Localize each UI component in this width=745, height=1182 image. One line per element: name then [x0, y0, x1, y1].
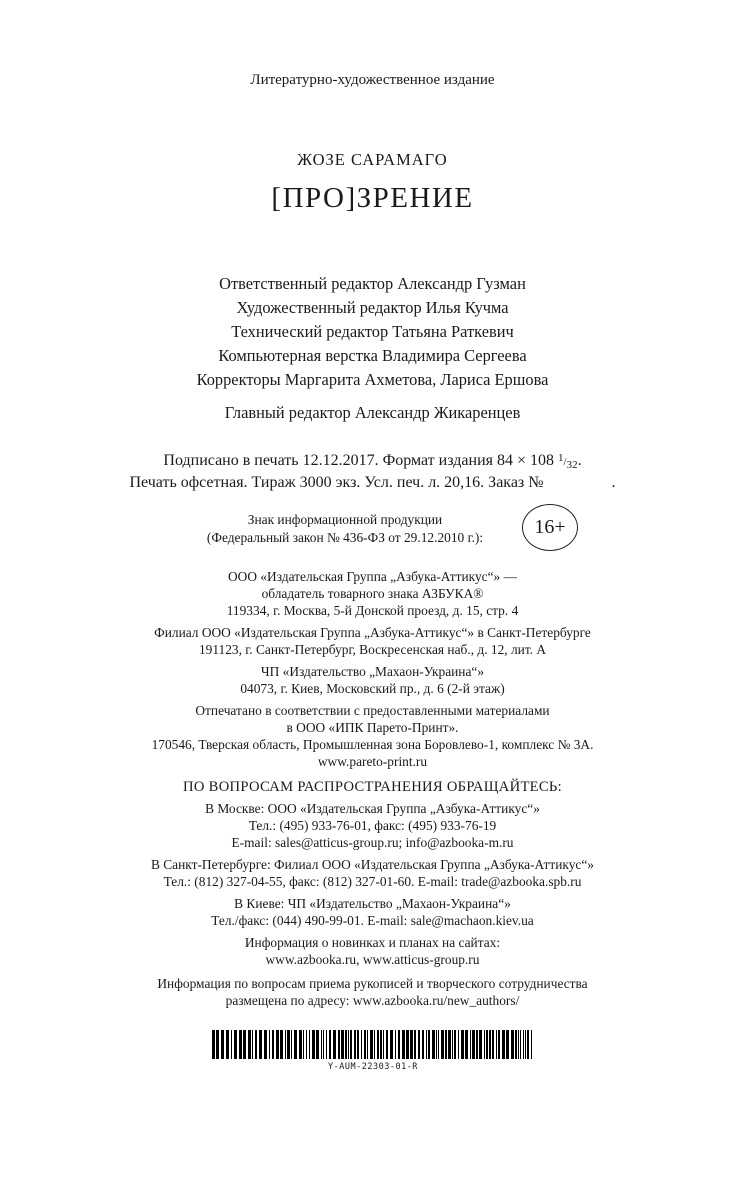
barcode-bar: [231, 1030, 232, 1059]
distribution-line: В Санкт-Петербурге: Филиал ООО «Издательская Группа „Азбука-Аттикус“»: [150, 857, 595, 872]
chief-editor: Главный редактор Александр Жикаренцев: [224, 403, 521, 422]
barcode-bar: [525, 1030, 526, 1059]
barcode-bar: [294, 1030, 297, 1059]
barcode-bar: [226, 1030, 229, 1059]
barcode-bar: [312, 1030, 315, 1059]
staff-line: Ответственный редактор Александр Гузман: [219, 274, 526, 293]
barcode-bar: [321, 1030, 322, 1059]
distribution-heading: ПО ВОПРОСАМ РАСПРОСТРАНЕНИЯ ОБРАЩАЙТЕСЬ:: [183, 779, 562, 795]
barcode-bar: [486, 1030, 488, 1059]
barcode-bar: [357, 1030, 359, 1059]
print-info-text: Подписано в печать 12.12.2017. Формат издания 84 × 108: [163, 452, 559, 469]
barcode-bar: [410, 1030, 413, 1059]
barcode-bar: [398, 1030, 400, 1059]
barcode-bar: [502, 1030, 505, 1059]
staff-line: Компьютерная верстка Владимира Сергеева: [218, 346, 527, 365]
barcode-bar: [461, 1030, 464, 1059]
barcode-bar: [441, 1030, 444, 1059]
info-mark-label: Знак информационной продукции: [247, 512, 443, 527]
barcode-bar: [454, 1030, 456, 1059]
barcode-bar: [361, 1030, 362, 1059]
age-rating-badge: 16+: [522, 504, 578, 551]
barcode-bar: [259, 1030, 262, 1059]
barcode-bar: [418, 1030, 420, 1059]
publisher-line: 119334, г. Москва, 5-й Донской проезд, д. 15, стр. 4: [226, 603, 519, 618]
barcode-bar: [515, 1030, 517, 1059]
barcode-bar: [345, 1030, 347, 1059]
barcode-bar: [428, 1030, 430, 1059]
barcode-bar: [432, 1030, 435, 1059]
barcode-bar: [414, 1030, 416, 1059]
barcode-bar: [341, 1030, 344, 1059]
printer-line: 170546, Тверская область, Промышленная зона Боровлево-1, комплекс № 3А.: [151, 737, 594, 752]
barcode-bar: [291, 1030, 292, 1059]
barcode-bars: [212, 1030, 534, 1059]
barcode-bar: [333, 1030, 336, 1059]
distribution-line: размещена по адресу: www.azbooka.ru/new_authors/: [225, 993, 520, 1008]
barcode-bar: [221, 1030, 224, 1059]
distribution-line: Информация по вопросам приема рукописей и творческого сотрудничества: [157, 976, 588, 991]
barcode-bar: [390, 1030, 393, 1059]
barcode-bar: [506, 1030, 509, 1059]
barcode-bar: [479, 1030, 482, 1059]
barcode-bar: [476, 1030, 478, 1059]
publisher-line: ЧП «Издательство „Махаон-Украина“»: [260, 664, 485, 679]
barcode-bar: [280, 1030, 283, 1059]
barcode-bar: [309, 1030, 310, 1059]
print-info-suffix: .: [577, 452, 582, 469]
format-fraction: $^1/_{32}$: [558, 452, 578, 471]
barcode-bar: [377, 1030, 379, 1059]
barcode-bar: [269, 1030, 270, 1059]
barcode-bar: [445, 1030, 447, 1059]
barcode-bar: [518, 1030, 519, 1059]
barcode-bar: [252, 1030, 253, 1059]
barcode-bar: [370, 1030, 373, 1059]
barcode-bar: [303, 1030, 304, 1059]
barcode-bar: [255, 1030, 257, 1059]
barcode-bar: [348, 1030, 349, 1059]
barcode-bar: [436, 1030, 437, 1059]
barcode-bar: [395, 1030, 396, 1059]
barcode-bar: [306, 1030, 307, 1059]
print-info-line: [0, 452, 745, 471]
barcode-bar: [523, 1030, 524, 1059]
barcode-bar: [354, 1030, 356, 1059]
barcode-bar: [472, 1030, 475, 1059]
fraction-numerator: 1: [558, 452, 564, 464]
barcode-bar: [422, 1030, 424, 1059]
distribution-line: Тел./факс: (044) 490-99-01. E-mail: sale@machaon.kiev.ua: [211, 913, 534, 928]
distribution-line: www.azbooka.ru, www.atticus-group.ru: [265, 952, 480, 967]
barcode-bar: [383, 1030, 384, 1059]
barcode-bar: [287, 1030, 290, 1059]
staff-line: Корректоры Маргарита Ахметова, Лариса Ершова: [196, 370, 549, 389]
barcode-bar: [470, 1030, 471, 1059]
barcode-bar: [489, 1030, 491, 1059]
barcode-bar: [316, 1030, 319, 1059]
print-info-line: Печать офсетная. Тираж 3000 экз. Усл. печ. л. 20,16. Заказ № .: [129, 474, 616, 491]
distribution-line: Тел.: (812) 327-04-55, факс: (812) 327-01-60. E-mail: trade@azbooka.spb.ru: [163, 874, 582, 889]
barcode-bar: [374, 1030, 375, 1059]
barcode-bar: [452, 1030, 453, 1059]
publisher-line: 04073, г. Киев, Московский пр., д. 6 (2-й этаж): [240, 681, 505, 696]
barcode: [208, 1030, 538, 1088]
printer-website: www.pareto-print.ru: [317, 754, 428, 769]
barcode-bar: [380, 1030, 382, 1059]
distribution-line: Тел.: (495) 933-76-01, факс: (495) 933-76-19: [248, 818, 497, 833]
barcode-bar: [511, 1030, 514, 1059]
distribution-line: E-mail: sales@atticus-group.ru; info@azbooka-m.ru: [231, 835, 514, 850]
barcode-bar: [323, 1030, 324, 1059]
barcode-bar: [239, 1030, 242, 1059]
distribution-line: В Киеве: ЧП «Издательство „Махаон-Украина“»: [234, 896, 511, 911]
barcode-bar: [364, 1030, 366, 1059]
barcode-bar: [527, 1030, 529, 1059]
barcode-bar: [367, 1030, 368, 1059]
publisher-line: Филиал ООО «Издательская Группа „Азбука-Аттикус“» в Санкт-Петербурге: [154, 625, 591, 640]
barcode-bar: [492, 1030, 494, 1059]
barcode-bar: [329, 1030, 331, 1059]
author-name: ЖОЗЕ САРАМАГО: [297, 150, 448, 169]
barcode-bar: [216, 1030, 219, 1059]
distribution-line: В Москве: ООО «Издательская Группа „Азбука-Аттикус“»: [205, 801, 540, 816]
barcode-bar: [426, 1030, 427, 1059]
printer-line: в ООО «ИПК Парето-Принт».: [286, 720, 459, 735]
barcode-bar: [338, 1030, 340, 1059]
barcode-bar: [350, 1030, 352, 1059]
staff-line: Технический редактор Татьяна Раткевич: [231, 322, 514, 341]
barcode-bar: [498, 1030, 500, 1059]
fraction-denominator: 32: [566, 459, 578, 471]
barcode-bar: [406, 1030, 409, 1059]
publisher-line: обладатель товарного знака АЗБУКА®: [261, 586, 484, 601]
barcode-bar: [264, 1030, 267, 1059]
barcode-bar: [285, 1030, 286, 1059]
printer-line: Отпечатано в соответствии с предоставленными материалами: [195, 703, 550, 718]
barcode-bar: [276, 1030, 279, 1059]
barcode-bar: [248, 1030, 251, 1059]
book-title: [ПРО]ЗРЕНИЕ: [271, 182, 474, 214]
publisher-line: 191123, г. Санкт-Петербург, Воскресенская наб., д. 12, лит. А: [198, 642, 547, 657]
barcode-bar: [386, 1030, 388, 1059]
barcode-bar: [465, 1030, 468, 1059]
barcode-code: Y-AUM-22303-01-R: [328, 1062, 418, 1072]
barcode-bar: [243, 1030, 246, 1059]
barcode-bar: [272, 1030, 274, 1059]
barcode-bar: [531, 1030, 532, 1059]
barcode-bar: [520, 1030, 521, 1059]
barcode-bar: [438, 1030, 439, 1059]
barcode-bar: [212, 1030, 215, 1059]
publisher-line: ООО «Издательская Группа „Азбука-Аттикус“» —: [227, 569, 517, 584]
barcode-bar: [402, 1030, 405, 1059]
barcode-bar: [448, 1030, 451, 1059]
edition-type: Литературно-художественное издание: [250, 72, 495, 88]
staff-line: Художественный редактор Илья Кучма: [236, 298, 509, 317]
barcode-bar: [484, 1030, 485, 1059]
barcode-bar: [458, 1030, 459, 1059]
barcode-bar: [496, 1030, 497, 1059]
info-mark-law: (Федеральный закон № 436-ФЗ от 29.12.2010 г.):: [206, 530, 484, 545]
barcode-bar: [326, 1030, 327, 1059]
barcode-bar: [234, 1030, 237, 1059]
distribution-line: Информация о новинках и планах на сайтах:: [244, 935, 501, 950]
barcode-bar: [299, 1030, 302, 1059]
